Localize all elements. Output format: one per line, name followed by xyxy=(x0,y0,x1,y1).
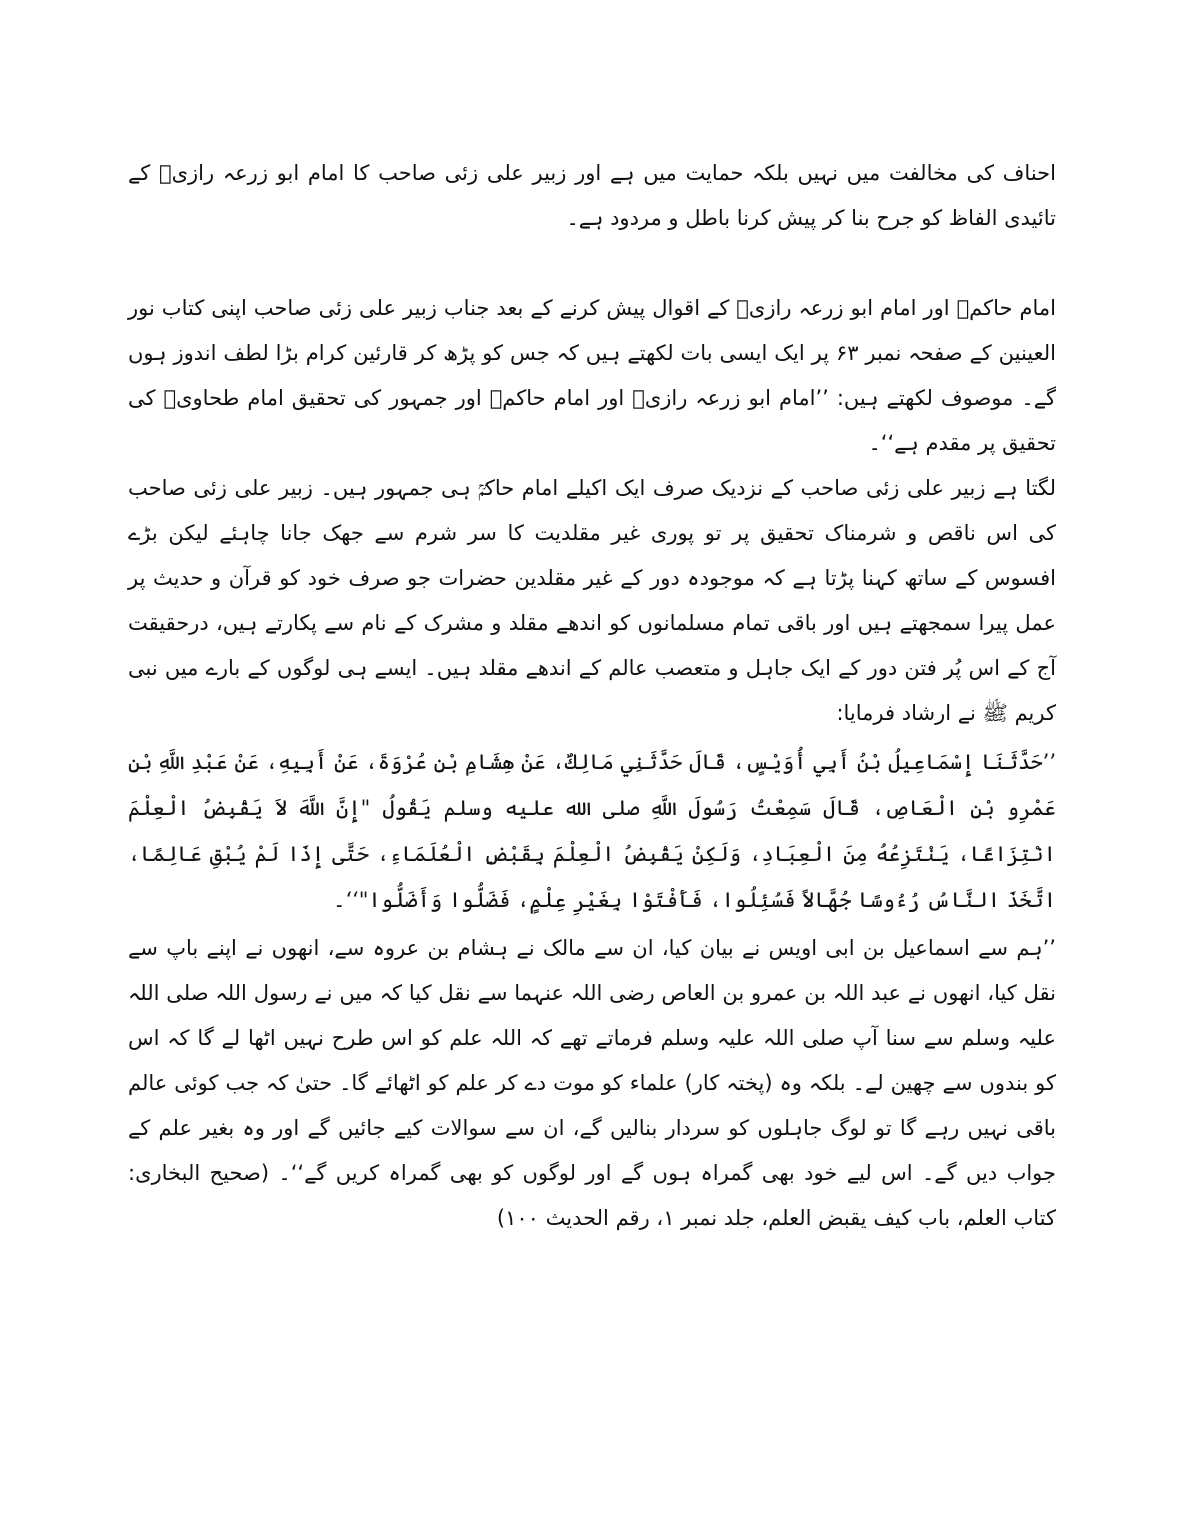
hadith-urdu-translation: ’’ہم سے اسماعیل بن ابی اویس نے بیان کیا، ان سے مالک نے ہشام بن عروہ سے، انھوں نے اپنے باپ سے نقل کیا، انھوں نے عبد اللہ بن عمرو بن العاص رضی اللہ عنہما سے نقل کیا کہ میں نے رسول اللہ صلی اللہ علیہ وسلم سے سنا آپ صلی اللہ علیہ وسلم فرماتے تھے کہ اللہ علم کو اس طرح نہیں اٹھا لے گا کہ اس کو بندوں سے چھین لے۔ بلکہ وہ (پختہ کار) علماء کو موت دے کر علم کو اٹھائے گا۔ حتیٰ کہ جب کوئی عالم باقی نہیں رہے گا تو لوگ جاہلوں کو سردار بنالیں گے، ان سے سوالات کیے جائیں گے اور وہ بغیر علم کے جواب دیں گے۔ اس لیے خود بھی گمراہ ہوں گے اور لوگوں کو بھی گمراہ کریں گے‘‘۔ (صحیح البخاری: کتاب العلم، باب کیف یقبض العلم، جلد نمبر ۱، رقم الحدیث ۱۰۰) xyxy=(128,936,1056,1230)
hadith-arabic-text: ’’حَدَّثَنَا إِسْمَاعِيلُ بْنُ أَبِي أُوَيْسٍ، قَالَ حَدَّثَنِي مَالِكٌ، عَنْ هِشَامِ بْنِ عُرْوَةَ، عَنْ أَبِيهِ، عَنْ عَبْدِ اللَّهِ بْنِ عَمْرِو بْنِ الْعَاصِ، قَالَ سَمِعْتُ رَسُولَ اللَّهِ صلى الله عليه وسلم يَقُولُ "إِنَّ اللَّهَ لاَ يَقْبِضُ الْعِلْمَ انْتِزَاعًا، يَنْتَزِعُهُ مِنَ الْعِبَادِ، وَلَكِنْ يَقْبِضُ الْعِلْمَ بِقَبْضِ الْعُلَمَاءِ، حَتَّى إِذَا لَمْ يُبْقِ عَالِمًا، اتَّخَذَ النَّاسُ رُءُوسًا جُهَّالاً فَسُئِلُوا، فَأَفْتَوْا بِغَيْرِ عِلْمٍ، فَضَلُّوا وَأَضَلُّوا"‘‘۔ xyxy=(128,750,1056,912)
paragraph-1: احناف کی مخالفت میں نہیں بلکہ حمایت میں ہے اور زبیر علی زئی صاحب کا امام ابو زرعہ رازیؒ کے تائیدی الفاظ کو جرح بنا کر پیش کرنا باطل و مردود ہے۔ xyxy=(128,161,1056,230)
paragraph-2: امام حاکمؒ اور امام ابو زرعہ رازیؒ کے اقوال پیش کرنے کے بعد جناب زبیر علی زئی صاحب اپنی کتاب نور العینین کے صفحہ نمبر ۶۳ پر ایک ایسی بات لکھتے ہیں کہ جس کو پڑھ کر قارئین کرام بڑا لطف اندوز ہوں گے۔ موصوف لکھتے ہیں: ’’امام ابو زرعہ رازیؒ اور امام حاکمؒ اور جمہور کی تحقیق امام طحاویؒ کی تحقیق پر مقدم ہے‘‘۔ xyxy=(128,296,1057,455)
paragraph-3: لگتا ہے زبیر علی زئی صاحب کے نزدیک صرف ایک اکیلے امام حاکمؒ ہی جمہور ہیں۔ زبیر علی زئی صاحب کی اس ناقص و شرمناک تحقیق پر تو پوری غیر مقلدیت کا سر شرم سے جھک جانا چاہئے لیکن بڑے افسوس کے ساتھ کہنا پڑتا ہے کہ موجودہ دور کے غیر مقلدین حضرات جو صرف خود کو قرآن و حدیث پر عمل پیرا سمجھتے ہیں اور باقی تمام مسلمانوں کو اندھے مقلد و مشرک کے نام سے پکارتے ہیں، درحقیقت آج کے اس پُر فتن دور کے ایک جاہل و متعصب عالم کے اندھے مقلد ہیں۔ ایسے ہی لوگوں کے بارے میں نبی کریم ﷺ نے ارشاد فرمایا: xyxy=(128,476,1056,725)
